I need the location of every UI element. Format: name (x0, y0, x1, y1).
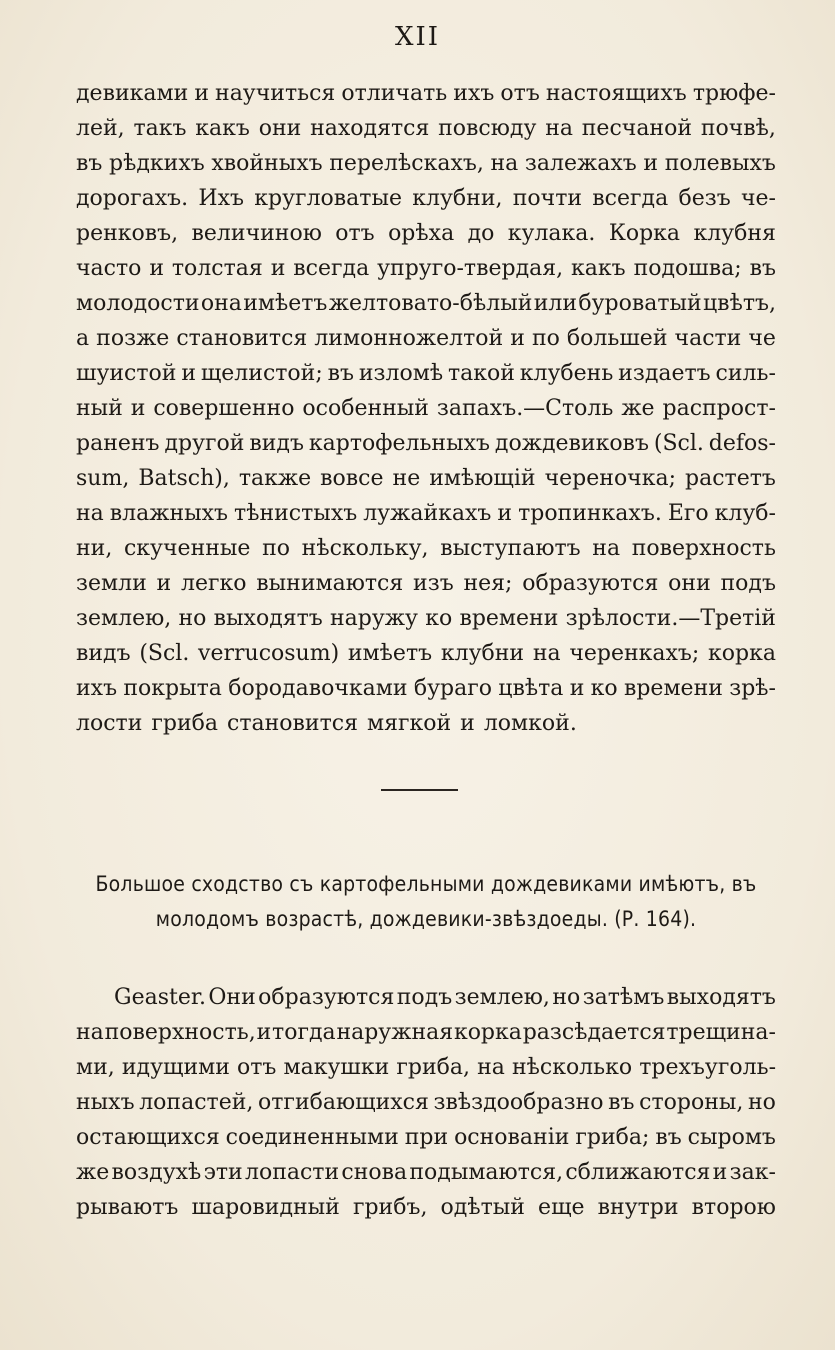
word: и (156, 571, 172, 596)
word: бураго (413, 676, 492, 701)
word: отгибающихся (258, 1090, 429, 1115)
word: макушки (283, 1055, 390, 1080)
word: настоящихъ (545, 81, 687, 106)
word: и (194, 81, 209, 106)
word: хвойныхъ (211, 151, 323, 176)
word: какъ (571, 256, 626, 281)
word: лости (76, 711, 143, 736)
text-line (76, 1050, 776, 1085)
word: при (404, 1125, 449, 1150)
section-divider (381, 789, 458, 791)
word: зак- (729, 1160, 776, 1185)
word: ихъ (76, 676, 118, 701)
word: они (258, 116, 302, 141)
text-line (76, 76, 776, 111)
word: часто (76, 256, 142, 281)
text-line (76, 980, 776, 1015)
word: упруго-твердая, (377, 256, 564, 281)
word: картофельныхъ (308, 431, 491, 456)
word: отличать (341, 81, 448, 106)
word: же (621, 396, 655, 421)
text-line (76, 566, 776, 601)
word: Его (667, 501, 709, 526)
word: отъ (236, 1055, 277, 1080)
word: трюфе- (692, 81, 776, 106)
word: (Scl. (653, 431, 704, 456)
word: или (533, 291, 578, 316)
word: подошва; (633, 256, 742, 281)
word: на (76, 501, 104, 526)
word: всегда (592, 186, 669, 211)
word: (Scl. (139, 641, 190, 666)
word: влажныхъ (109, 501, 229, 526)
word: лужайкахъ (363, 501, 492, 526)
word: лопасти (244, 1160, 340, 1185)
word: еще (538, 1195, 585, 1220)
word: изъ (413, 571, 454, 596)
word: она (200, 291, 242, 316)
word: шуистой (76, 361, 177, 386)
word: лимонножелтой (314, 326, 504, 351)
word: воздухѣ (111, 1160, 202, 1185)
text-line (76, 391, 776, 426)
word: на (76, 1020, 104, 1045)
word: мягкой (366, 711, 452, 736)
word: лопастей, (139, 1090, 254, 1115)
text-line (76, 181, 776, 216)
word: цвѣтъ, (703, 291, 776, 316)
word: не (392, 466, 421, 491)
word: verrucosum) (198, 641, 340, 666)
text-line (76, 356, 776, 391)
word: желтовато-бѣлый (328, 291, 533, 316)
word: особенный (302, 396, 429, 421)
word: на (532, 641, 561, 666)
text-line (76, 1085, 776, 1120)
word: до (467, 221, 495, 246)
word: издаетъ (618, 361, 711, 386)
section-heading (70, 867, 782, 937)
word: и (510, 326, 525, 351)
word: стороны, (639, 1090, 744, 1115)
word: дорогахъ. (76, 186, 189, 211)
word: распрост- (662, 396, 776, 421)
word: гриба (151, 711, 219, 736)
text-line (76, 426, 776, 461)
word: внутри (597, 1195, 679, 1220)
word: нея; (463, 571, 513, 596)
word: ми, (76, 1055, 115, 1080)
word: повсюду (438, 116, 537, 141)
word: отъ (500, 81, 540, 106)
word: а (76, 326, 90, 351)
word: шаровидный (191, 1195, 340, 1220)
word: и (569, 676, 585, 701)
word: землею, (76, 606, 172, 631)
word: и (256, 1020, 272, 1045)
text-line (76, 531, 776, 566)
word: становится (227, 711, 358, 736)
heading-line: молодомъ возрастѣ, дождевики-звѣздоеды. (Р. 164). (155, 907, 697, 931)
text-line (76, 1155, 776, 1190)
word: зрѣлости.—Третій (565, 606, 776, 631)
word: череночка; (544, 466, 677, 491)
word: че (748, 326, 776, 351)
word: на (477, 1055, 505, 1080)
word: но (552, 985, 581, 1010)
word: сыромъ (687, 1125, 776, 1150)
word: образуются (258, 985, 395, 1010)
word: имѣетъ (347, 641, 433, 666)
word: поверхность (631, 536, 776, 561)
word: корка (708, 641, 776, 666)
word: гриба; (575, 1125, 650, 1150)
word: молодости (76, 291, 200, 316)
word: и (643, 151, 659, 176)
word: поверхность, (104, 1020, 256, 1045)
word: нѣскольку, (301, 536, 429, 561)
word: одѣтый (440, 1195, 525, 1220)
text-line (76, 1015, 776, 1050)
word: корка (453, 1020, 522, 1045)
page-number: XII (394, 22, 441, 52)
word: sum, (76, 466, 130, 491)
word: земли (76, 571, 147, 596)
word: ко (590, 676, 618, 701)
word: видъ (249, 431, 304, 456)
word: лей, (76, 116, 125, 141)
word: девиками (76, 81, 189, 106)
word: рываютъ (76, 1195, 179, 1220)
text-line (76, 1120, 776, 1155)
word: разсѣдается (522, 1020, 666, 1045)
word: же (76, 1160, 110, 1185)
text-line (76, 461, 776, 496)
word: скученные (123, 536, 251, 561)
word: трещина- (666, 1020, 776, 1045)
word: звѣздообразно (433, 1090, 604, 1115)
word: легко (180, 571, 247, 596)
word: на (545, 116, 573, 141)
word: тропинкахъ. (518, 501, 662, 526)
word: орѣха (388, 221, 455, 246)
text-line (76, 671, 776, 706)
word: сближаются (565, 1160, 711, 1185)
word: defos- (708, 431, 776, 456)
word: силь- (715, 361, 776, 386)
word: времени (459, 606, 559, 631)
word: Корка (608, 221, 681, 246)
word: подъ (720, 571, 776, 596)
word: такой (447, 361, 515, 386)
word: ни, (76, 536, 113, 561)
paragraph-truffle-puffballs (76, 76, 776, 741)
word: клубни (440, 641, 525, 666)
word: выходятъ (213, 606, 323, 631)
text-line (76, 496, 776, 531)
word: они (668, 571, 711, 596)
word: че- (740, 186, 776, 211)
word: отъ (335, 221, 375, 246)
word: Geaster. (114, 985, 206, 1010)
word: и (149, 256, 164, 281)
word: бородавочками (228, 676, 408, 701)
word: нѣсколько (511, 1055, 633, 1080)
word: по (262, 536, 290, 561)
word: кулака. (507, 221, 596, 246)
word: кругловатые (254, 186, 402, 211)
word: снова (341, 1160, 408, 1185)
text-line (76, 216, 776, 251)
word: растетъ (685, 466, 776, 491)
word: тѣнистыхъ (234, 501, 358, 526)
word: также (238, 466, 312, 491)
word: перелѣскахъ, (329, 151, 484, 176)
word: землею, (454, 985, 550, 1010)
word: совершенно (153, 396, 295, 421)
word: почти (512, 186, 583, 211)
word: времени (623, 676, 723, 701)
word: наружная (336, 1020, 454, 1045)
word: ренковъ, (76, 221, 179, 246)
word: подъ (396, 985, 453, 1010)
word: цвѣта (498, 676, 564, 701)
word: вынимаются (256, 571, 404, 596)
text-line (76, 601, 776, 636)
word: клубни, (412, 186, 503, 211)
word: на (592, 536, 621, 561)
word: клубня (693, 221, 776, 246)
text-line (76, 321, 776, 356)
word: наружу (330, 606, 418, 631)
word: въ (655, 1125, 682, 1150)
word: безъ (678, 186, 731, 211)
word: песчаной (581, 116, 693, 141)
word: эти (203, 1160, 243, 1185)
word: запахъ.—Столь (436, 396, 614, 421)
word: тогда (272, 1020, 336, 1045)
word: раненъ (76, 431, 160, 456)
word: и (181, 361, 196, 386)
word: ихъ (453, 81, 495, 106)
word: буроватый (578, 291, 702, 316)
word: грибъ, (352, 1195, 428, 1220)
word: выступаютъ (440, 536, 581, 561)
word: въ (608, 1090, 635, 1115)
word: другой (164, 431, 245, 456)
word: и (497, 501, 513, 526)
word: видъ (76, 641, 131, 666)
word: идущими (121, 1055, 230, 1080)
word: второю (691, 1195, 776, 1220)
text-line (76, 146, 776, 181)
word: клубень (519, 361, 614, 386)
word: всегда (293, 256, 370, 281)
word: вовсе (320, 466, 384, 491)
text-line (76, 706, 776, 741)
word: ный (76, 396, 123, 421)
word: образуются (522, 571, 659, 596)
word: и (460, 711, 475, 736)
word: научиться (215, 81, 336, 106)
text-line (76, 251, 776, 286)
word: зрѣ- (729, 676, 776, 701)
word: находятся (310, 116, 430, 141)
word: толстая (171, 256, 263, 281)
word: залежахъ (524, 151, 637, 176)
word: имѣющій (429, 466, 536, 491)
word: изломѣ (358, 361, 444, 386)
word: черенкахъ; (569, 641, 700, 666)
text-line (76, 111, 776, 146)
word: въ (76, 151, 103, 176)
word: и (270, 256, 286, 281)
word: большей (566, 326, 668, 351)
word: щелистой; (200, 361, 323, 386)
word: но (178, 606, 207, 631)
word: гриба, (396, 1055, 470, 1080)
word: становится (176, 326, 308, 351)
word: на (490, 151, 519, 176)
word: позже (96, 326, 170, 351)
word: покрыта (123, 676, 222, 701)
word: выходятъ (666, 985, 776, 1010)
word: Ихъ (198, 186, 245, 211)
word: полевыхъ (664, 151, 776, 176)
word: части (674, 326, 742, 351)
word: въ (327, 361, 354, 386)
word: дождевиковъ (494, 431, 649, 456)
word: ныхъ (76, 1090, 135, 1115)
word: основаніи (454, 1125, 570, 1150)
word: и (130, 396, 146, 421)
word: Batsch), (138, 466, 230, 491)
word: ко (425, 606, 453, 631)
word: имѣетъ (243, 291, 328, 316)
word: остающихся (76, 1125, 220, 1150)
word: затѣмъ (582, 985, 665, 1010)
word: но (748, 1090, 776, 1115)
word: соединенными (225, 1125, 399, 1150)
word: клуб- (714, 501, 776, 526)
paragraph-geaster (76, 980, 776, 1225)
text-line (76, 1190, 776, 1225)
heading-line: Большое сходство съ картофельными дождевиками имѣютъ, въ (95, 872, 757, 896)
word: въ (749, 256, 776, 281)
word: величиною (191, 221, 322, 246)
word: трехъуголь- (639, 1055, 776, 1080)
word: ломкой. (483, 711, 577, 736)
word: какъ (195, 116, 250, 141)
text-line (76, 286, 776, 321)
word: такъ (133, 116, 187, 141)
word: и (712, 1160, 728, 1185)
word: почвѣ, (700, 116, 776, 141)
word: по (531, 326, 560, 351)
word: подымаются, (409, 1160, 564, 1185)
word: рѣдкихъ (109, 151, 205, 176)
word: Они (208, 985, 256, 1010)
text-line (76, 636, 776, 671)
